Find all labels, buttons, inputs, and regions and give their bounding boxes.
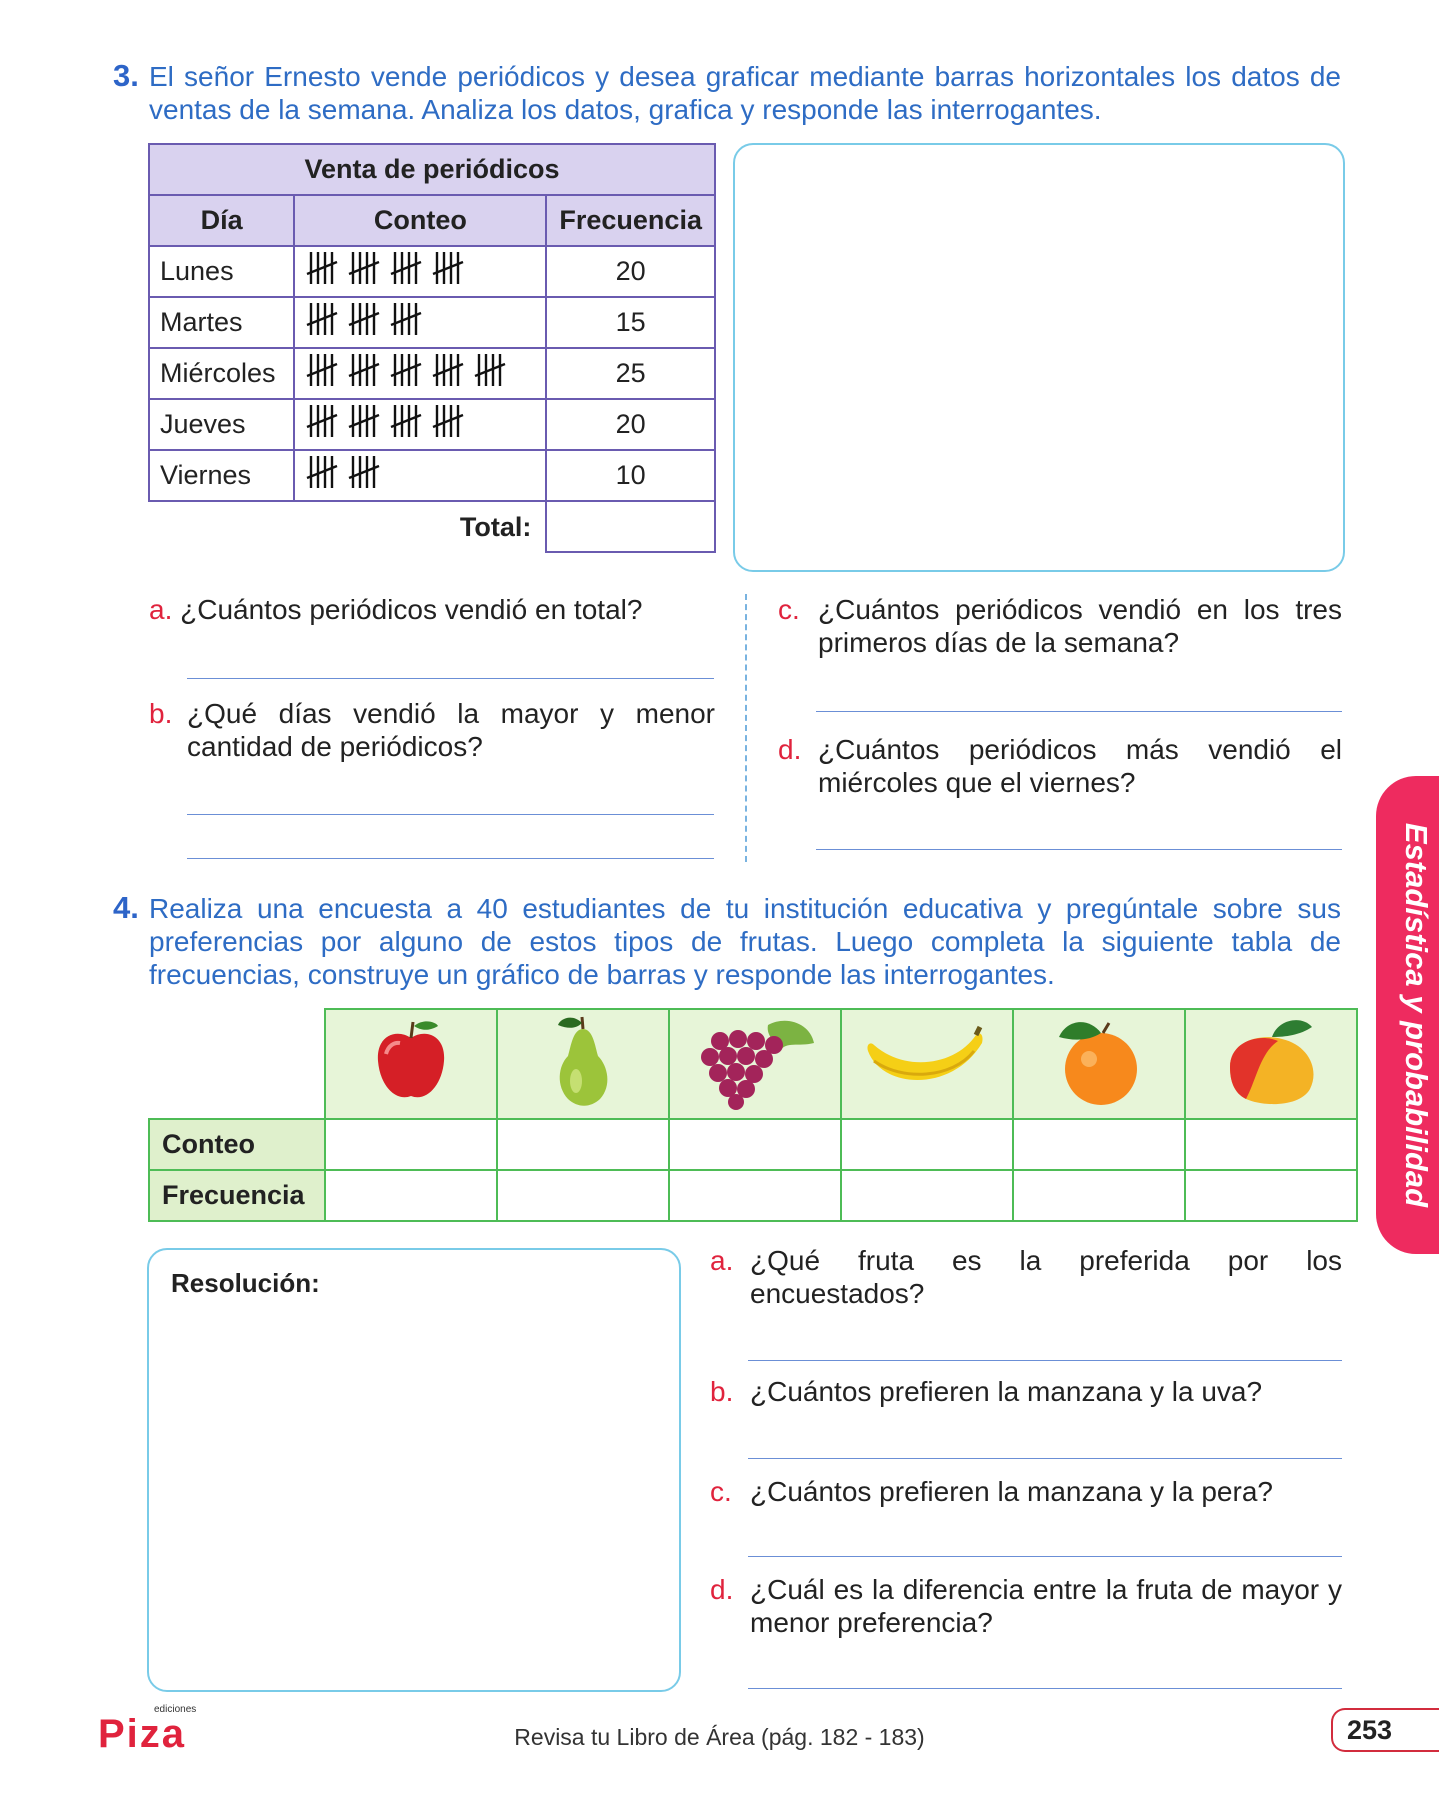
answer-line-3d[interactable] [816, 849, 1342, 850]
row-day: Miércoles [149, 348, 294, 399]
row-day: Jueves [149, 399, 294, 450]
logo-wordmark: Piza [98, 1712, 187, 1756]
row-label-conteo: Conteo [149, 1119, 325, 1170]
tally-group [475, 354, 505, 386]
tally-group [391, 354, 421, 386]
grapes-icon [690, 1011, 820, 1111]
frequency-input-orange[interactable] [1013, 1170, 1185, 1221]
row-frequency: 20 [546, 246, 715, 297]
tally-marks [305, 350, 535, 390]
tally-group [307, 405, 337, 437]
tally-input-pear[interactable] [497, 1119, 669, 1170]
row-frequency: 10 [546, 450, 715, 501]
fruit-cell [497, 1009, 669, 1119]
empty-corner [149, 1009, 325, 1119]
table-row [149, 246, 715, 297]
answer-line-3b-2[interactable] [187, 858, 714, 859]
total-label: Total: [459, 511, 532, 542]
answer-line-4b[interactable] [748, 1458, 1342, 1459]
tally-group [307, 252, 337, 284]
fruit-cell [669, 1009, 841, 1119]
tally-cell [294, 297, 546, 348]
table-row [149, 450, 715, 501]
question-4b [710, 1375, 1342, 1408]
tally-marks [305, 401, 535, 441]
frequency-input-pear[interactable] [497, 1170, 669, 1221]
logo-tagline: ediciones [154, 1704, 197, 1715]
question-text: ¿Cuántos prefieren la manzana y la pera? [750, 1476, 1273, 1507]
tally-group [307, 456, 337, 488]
question-text: ¿Qué días vendió la mayor y menor cantidad de periódicos? [187, 698, 715, 762]
question-text: ¿Qué fruta es la preferida por los encuestados? [750, 1245, 1342, 1309]
tally-marks [305, 248, 535, 288]
tally-marks [305, 452, 535, 492]
question-text: ¿Cuántos periódicos más vendió el miércoles que el viernes? [818, 734, 1342, 798]
apple-icon [366, 1016, 456, 1106]
frequency-input-banana[interactable] [841, 1170, 1013, 1221]
fruit-cell [841, 1009, 1013, 1119]
tally-group [433, 354, 463, 386]
header-day: Día [149, 195, 294, 246]
answer-line-4c[interactable] [748, 1556, 1342, 1557]
table-row [149, 297, 715, 348]
row-day: Lunes [149, 246, 294, 297]
tally-group [307, 354, 337, 386]
fruit-frequency-table [148, 1008, 1358, 1222]
exercise-3-prompt: El señor Ernesto vende periódicos y desea graficar mediante barras horizontales los datos de ventas de la semana. Analiza los datos, grafica y responde las interrogantes. [149, 61, 1341, 125]
question-text: ¿Cuántos prefieren la manzana y la uva? [750, 1376, 1263, 1407]
tally-group [349, 405, 379, 437]
tally-group [391, 303, 421, 335]
row-label-frecuencia: Frecuencia [149, 1170, 325, 1221]
answer-line-4a[interactable] [748, 1360, 1342, 1361]
row-day: Martes [149, 297, 294, 348]
question-text: ¿Cuántos periódicos vendió en total? [180, 594, 643, 625]
tally-group [349, 456, 379, 488]
question-letter: b. [710, 1376, 734, 1407]
table-row [149, 399, 715, 450]
tally-group [391, 405, 421, 437]
fruit-cell [325, 1009, 497, 1119]
resolution-box[interactable] [147, 1248, 681, 1692]
frequency-input-mango[interactable] [1185, 1170, 1357, 1221]
mango-icon [1216, 1011, 1326, 1111]
tally-input-mango[interactable] [1185, 1119, 1357, 1170]
question-3a [149, 593, 715, 626]
tally-cell [294, 348, 546, 399]
row-frequency: 15 [546, 297, 715, 348]
graph-area-box[interactable] [733, 143, 1345, 572]
question-4d [710, 1573, 1342, 1639]
question-text: ¿Cuál es la diferencia entre la fruta de mayor y menor preferencia? [750, 1574, 1342, 1638]
page-number: 253 [1331, 1708, 1439, 1752]
question-letter: a. [710, 1245, 734, 1276]
table-row [149, 348, 715, 399]
question-letter: b. [149, 698, 173, 729]
tally-group [349, 303, 379, 335]
tally-input-grapes[interactable] [669, 1119, 841, 1170]
question-4c [710, 1475, 1342, 1508]
fruit-cell [1185, 1009, 1357, 1119]
frequency-input-apple[interactable] [325, 1170, 497, 1221]
dashed-divider [745, 594, 747, 862]
row-frequency: 25 [546, 348, 715, 399]
tally-cell [294, 450, 546, 501]
exercise-4-prompt: Realiza una encuesta a 40 estudiantes de tu institución educativa y pregúntale sobre sus preferencias por alguno de estos tipos de frutas. Luego completa la siguiente tabla de frecuencias, construye un gráfico de barras y responde las interrogantes. [149, 893, 1341, 990]
question-letter: c. [778, 594, 800, 625]
newspaper-sales-table [148, 143, 716, 553]
orange-icon [1049, 1011, 1149, 1111]
tally-group [349, 354, 379, 386]
question-3d [778, 733, 1342, 799]
question-3b [149, 697, 715, 763]
tally-group [307, 303, 337, 335]
banana-icon [862, 1021, 992, 1101]
question-text: ¿Cuántos periódicos vendió en los tres primeros días de la semana? [818, 594, 1342, 658]
header-frequency: Frecuencia [546, 195, 715, 246]
resolution-label: Resolución: [171, 1268, 320, 1298]
row-frequency: 20 [546, 399, 715, 450]
tally-group [433, 252, 463, 284]
tally-input-apple[interactable] [325, 1119, 497, 1170]
answer-line-3b-1[interactable] [187, 814, 714, 815]
tally-cell [294, 246, 546, 297]
exercise-3-number: 3. [113, 58, 139, 93]
pear-icon [538, 1011, 628, 1111]
answer-line-3c[interactable] [816, 711, 1342, 712]
table-title: Venta de periódicos [149, 144, 715, 195]
fruit-cell [1013, 1009, 1185, 1119]
tally-input-orange[interactable] [1013, 1119, 1185, 1170]
answer-line-3a[interactable] [187, 678, 714, 679]
total-input[interactable] [546, 501, 715, 552]
section-side-tab-label: Estadística y probabilidad [1399, 822, 1434, 1208]
question-4a [710, 1244, 1342, 1310]
tally-marks [305, 299, 535, 339]
question-letter: d. [778, 734, 802, 765]
tally-group [433, 405, 463, 437]
header-tally: Conteo [294, 195, 546, 246]
question-3c [778, 593, 1342, 659]
tally-group [349, 252, 379, 284]
question-letter: a. [149, 594, 173, 625]
answer-line-4d[interactable] [748, 1688, 1342, 1689]
tally-cell [294, 399, 546, 450]
tally-input-banana[interactable] [841, 1119, 1013, 1170]
question-letter: d. [710, 1574, 734, 1605]
row-day: Viernes [149, 450, 294, 501]
book-reference: Revisa tu Libro de Área (pág. 182 - 183) [514, 1724, 925, 1750]
question-letter: c. [710, 1476, 732, 1507]
frequency-input-grapes[interactable] [669, 1170, 841, 1221]
tally-group [391, 252, 421, 284]
exercise-4-number: 4. [113, 890, 139, 925]
